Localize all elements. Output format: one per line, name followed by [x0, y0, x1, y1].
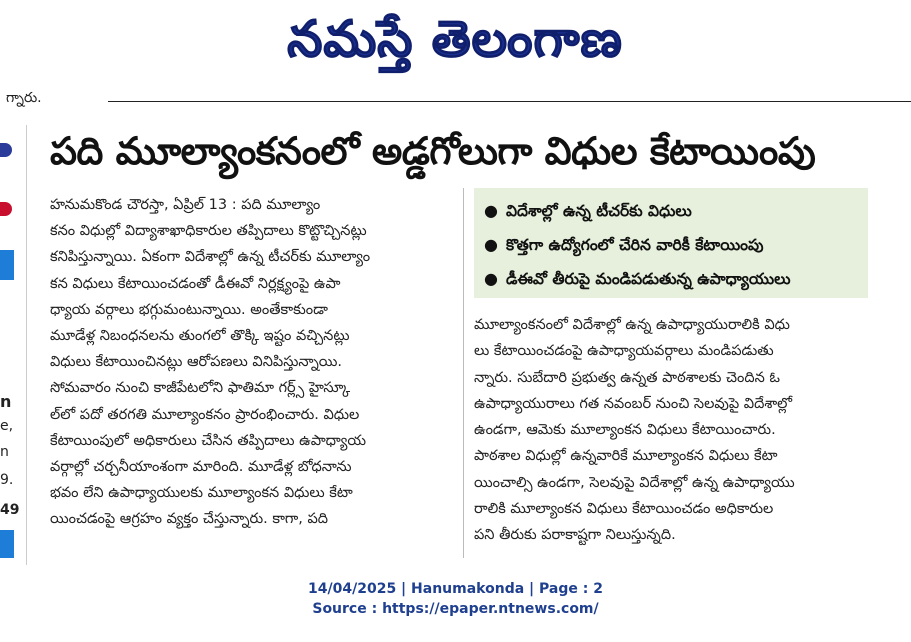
article-text-line: ఉండగా, ఆమెకు మూల్యాంకన విధులు కేటాయించారు. [474, 422, 776, 439]
article-text-line: ధ్యాయ వర్గాలు భగ్గుమంటున్నాయి. అంతేకాకుండా [50, 301, 328, 318]
article-text-line: హనుమకొండ చౌరస్తా, ఏప్రిల్ 13 : పది మూల్యాం [50, 197, 321, 213]
masthead-title: నమస్తే తెలంగాణ [287, 10, 623, 68]
highlight-item [484, 228, 868, 262]
edge-text: n [0, 444, 9, 460]
article-text-line: కనిపిస్తున్నాయి. ఏకంగా విదేశాల్లో ఉన్న టీచర్‌కు మూల్యాం [50, 249, 371, 266]
footer [0, 579, 911, 619]
article-text-line: భవం లేని ఉపాధ్యాయులకు మూల్యాంకన విధులు కేటా [50, 485, 353, 502]
edge-text: 9. [0, 472, 14, 488]
article-text-line: కేటాయింపులో అధికారులు చేసిన తప్పిదాలు ఉపాధ్యాయ [50, 432, 367, 449]
highlight-text: విదేశాల్లో ఉన్న టీచర్‌కు విధులు [506, 202, 692, 220]
edge-text: n [0, 392, 12, 411]
top-rule [108, 101, 911, 102]
article-text-line: రాలికి మూల్యాంకన విధులు కేటాయించడం అధికారుల [474, 501, 774, 518]
article-text-line: లు కేటాయించడంపై ఉపాధ్యాయవర్గాలు మండిపడుతు [474, 343, 774, 360]
article-text-line: సోమవారం నుంచి కాజీపేటలోని ఫాతిమా గర్ల్స్ హైస్కూ [50, 380, 351, 397]
footer-source: Source : https://epaper.ntnews.com/ [312, 601, 599, 617]
edge-blue-bar [0, 530, 14, 558]
article-text-line: ఉపాధ్యాయురాలు గత నవంబర్ నుంచి సెలవుపై విదేశాల్లో [474, 395, 793, 412]
article-text-line: వర్గాల్లో చర్చనీయాంశంగా మారింది. మూడేళ్ల బోధనాను [50, 459, 352, 476]
article-text-line: మూల్యాంకనంలో విదేశాల్లో ఉన్న ఉపాధ్యాయురాలికి విధు [474, 317, 790, 333]
highlight-text: కొత్తగా ఉద్యోగంలో చేరిన వారికీ కేటాయింపు [506, 236, 764, 254]
highlight-item [484, 262, 868, 296]
column-separator [463, 188, 464, 558]
article-text-line: ల్‌లో పదో తరగతి మూల్యాంకనం ప్రారంభించారు. విధుల [50, 406, 360, 423]
article-text-line: న్నారు. సుబేదారి ప్రభుత్వ ఉన్నత పాఠశాలకు చెందిన ఓ [474, 369, 780, 386]
article-text-line: మూడేళ్ల నిబంధనలను తుంగలో తొక్కి ఇష్టం వచ్చినట్లు [50, 328, 350, 345]
footer-date-edition: 14/04/2025 | Hanumakonda | Page : 2 [308, 581, 603, 597]
highlight-text: డీఈవో తీరుపై మండిపడుతున్న ఉపాధ్యాయులు [506, 270, 791, 288]
article-text-line: పాఠశాల విధుల్లో ఉన్నవారికే మూల్యాంకన విధులు కేటా [474, 448, 778, 465]
bullet-icon: ● [484, 235, 498, 254]
article-text-line: కనం విధుల్లో విద్యాశాఖాధికారుల తప్పిదాలు కొట్టొచ్చినట్లు [50, 223, 367, 240]
article-left-column [50, 192, 458, 533]
bullet-icon: ● [484, 269, 498, 288]
article-text-line: విధులు కేటాయించినట్లు ఆరోపణలు వినిపిస్తున్నాయి. [50, 354, 343, 371]
highlight-item [484, 194, 868, 228]
article-text-line: పని తీరుకు పరాకాష్టగా నిలుస్తున్నది. [474, 527, 676, 544]
article-text-line: యించడంపై ఆగ్రహం వ్యక్తం చేస్తున్నారు. కాగా, పది [50, 511, 329, 528]
article-right-column [474, 312, 868, 549]
article-text-line: యించాల్సి ఉండగా, సెలవుపై విదేశాల్లో ఉన్న ఉపాధ్యాయు [474, 474, 795, 491]
highlights-box [474, 188, 868, 298]
bullet-icon: ● [484, 201, 498, 220]
edge-divider [26, 125, 27, 565]
edge-blue-bar [0, 250, 14, 280]
previous-article-snippet: గ్నారు. [6, 90, 42, 106]
edge-text: e, [0, 418, 14, 434]
article-text-line: కన విధులు కేటాయించడంతో డీఈవో నిర్లక్ష్యంపై ఉపా [50, 275, 341, 292]
edge-text: 49 [0, 502, 20, 518]
article-headline: పది మూల్యాంకనంలో అడ్డగోలుగా విధుల కేటాయింపు [50, 129, 816, 173]
